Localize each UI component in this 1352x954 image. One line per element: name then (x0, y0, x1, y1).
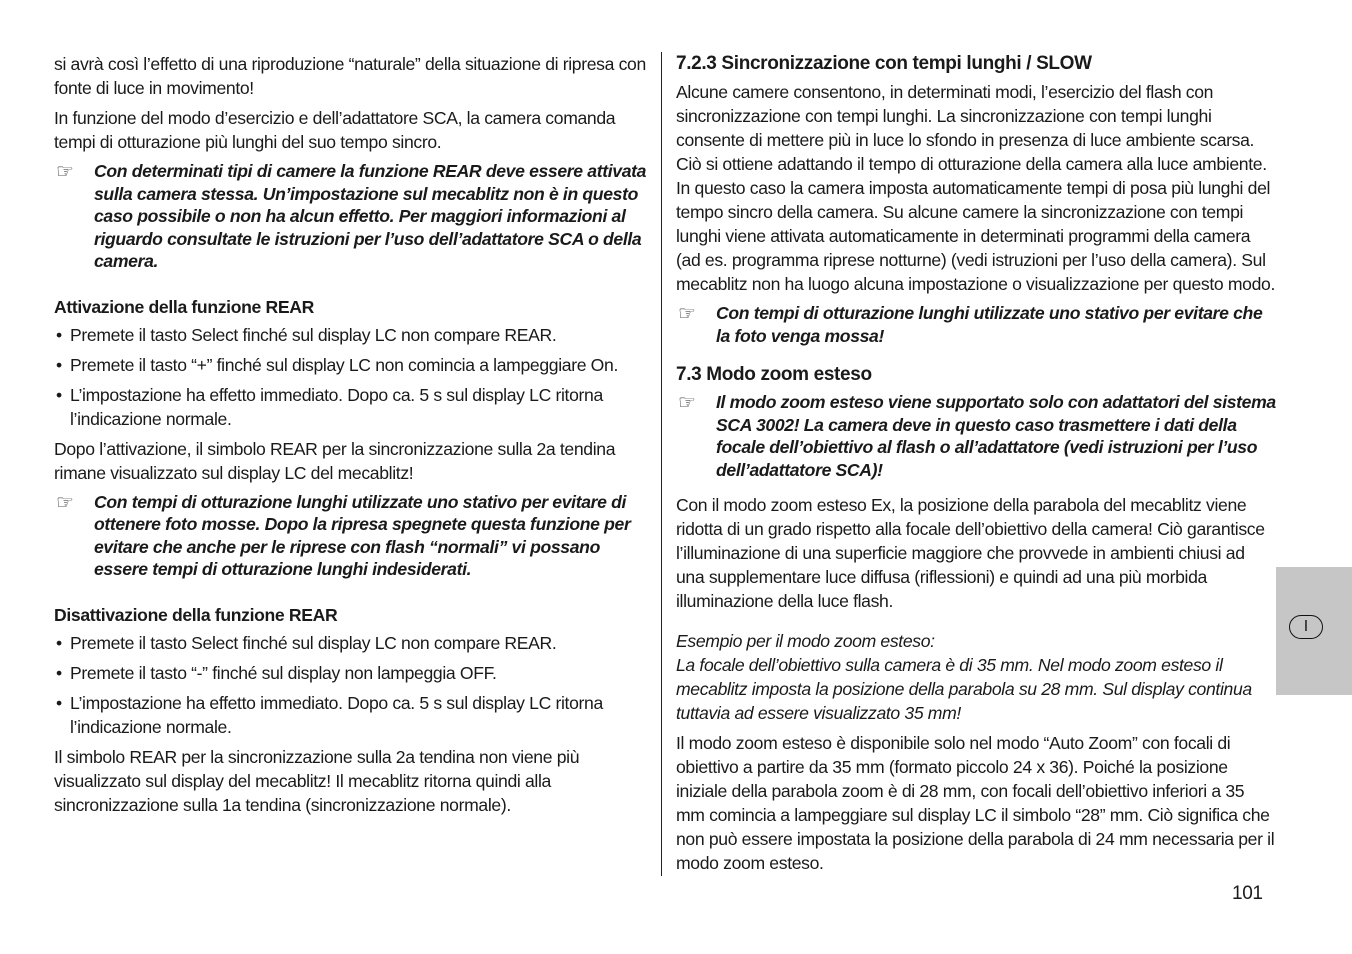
pointing-hand-icon: ☞ (678, 303, 696, 325)
right-paragraph-1: Alcune camere consentono, in determinati modi, l’esercizio del flash con sincronizzazione con tempi lunghi. La sincronizzazione con tempi lunghi consente di mettere più in luce lo sfondo in presenza di luce ambiente scarsa. Ciò si ottiene adattando il tempo di otturazione della camera alla luce ambiente. In questo caso la camera imposta automaticamente tempi di posa più lunghi del tempo sincro della camera. Su alcune camere la sincronizzazione con tempi lunghi viene attivata automaticamente in determinati programmi della camera (ad es. programma riprese notturne) (vedi istruzioni per l’uso della camera). Sul mecablitz non ha luogo alcuna impostazione o visualizzazione per questo modo. (676, 82, 1275, 294)
heading-activation: Attivazione della funzione REAR (54, 296, 314, 317)
page-number: 101 (1232, 883, 1263, 904)
heading-slow-sync: 7.2.3 Sincronizzazione con tempi lunghi / SLOW (676, 53, 1092, 74)
list-item: • Premete il tasto “-” finché sul display non lampeggia OFF. (54, 661, 654, 685)
deactivation-list (54, 631, 654, 739)
example-label: Esempio per il modo zoom esteso: (676, 631, 935, 651)
pointing-hand-icon: ☞ (56, 491, 74, 514)
example-text: La focale dell’obiettivo sulla camera è di 35 mm. Nel modo zoom esteso il mecablitz imposta la posizione della parabola su 28 mm. Sul display continua tuttavia ad essere visualizzato 35 mm! (676, 655, 1252, 723)
right-column (676, 52, 1276, 881)
note-text: Con determinati tipi di camere la funzione REAR deve essere attivata sulla camera stessa. Un’impostazione sul mecablitz non è in questo caso possibile o non ha alcun effetto. Per maggiori informazioni al riguardo consultate le istruzioni per l’uso dell’adattatore SCA o della camera. (94, 161, 647, 271)
left-paragraph-2: In funzione del modo d’esercizio e dell’adattatore SCA, la camera comanda tempi di otturazione più lunghi del suo tempo sincro. (54, 108, 616, 152)
note-slow-tripod (676, 302, 1276, 347)
note-text: Con tempi di otturazione lunghi utilizzate uno stativo per evitare che la foto venga mossa! (716, 303, 1263, 346)
pointing-hand-icon: ☞ (678, 392, 696, 414)
note-sca3002 (676, 391, 1276, 481)
column-divider (661, 52, 662, 876)
language-tab (1276, 567, 1352, 695)
right-paragraph-3: Il modo zoom esteso è disponibile solo nel modo “Auto Zoom” con focali di obiettivo a partire da 35 mm (formato piccolo 24 x 36). Poiché la posizione iniziale della parabola zoom è di 28 mm, con focali dell’obiettivo inferiori a 35 mm comincia a lampeggiare sul display LC il simbolo “28” mm. Ciò significa che non può essere impostata la posizione della parabola di 24 mm necessaria per il modo zoom esteso. (676, 733, 1275, 873)
note-camera-rear (54, 160, 654, 273)
note-tripod (54, 491, 654, 581)
left-column (54, 52, 654, 823)
note-text: Il modo zoom esteso viene supportato solo con adattatori del sistema SCA 3002! La camera deve in questo caso trasmettere i dati della focale dell’obiettivo al flash o all’adattatore (vedi istruzioni per l’uso dell’adattatore SCA)! (716, 392, 1276, 480)
left-paragraph-4: Il simbolo REAR per la sincronizzazione sulla 2a tendina non viene più visualizzato sul display del mecablitz! Il mecablitz ritorna quindi alla sincronizzazione sulla 1a tendina (sincronizzazione normale). (54, 746, 580, 815)
pointing-hand-icon: ☞ (56, 161, 74, 183)
list-item: • Premete il tasto Select finché sul display LC non compare REAR. (54, 323, 654, 347)
language-badge: I (1289, 615, 1323, 639)
heading-zoom-mode: 7.3 Modo zoom esteso (676, 364, 872, 385)
activation-list (54, 323, 654, 431)
left-paragraph-1: si avrà così l’effetto di una riproduzione “naturale” della situazione di ripresa con fonte di luce in movimento! (54, 54, 646, 98)
list-item: • L’impostazione ha effetto immediato. Dopo ca. 5 s sul display LC ritorna l’indicazione normale. (54, 383, 654, 431)
note-text: Con tempi di otturazione lunghi utilizzate uno stativo per evitare di ottenere foto mosse. Dopo la ripresa spegnete questa funzione per evitare che anche per le riprese con flash “normali” vi possano essere tempi di otturazione lunghi indesiderati. (94, 491, 631, 579)
right-paragraph-2: Con il modo zoom esteso Ex, la posizione della parabola del mecablitz viene ridotta di un grado rispetto alla focale dell’obiettivo della camera! Ciò garantisce l’illuminazione di una superficie maggiore che provvede in ambienti chiusi ad una supplementare luce diffusa (riflessioni) e quindi ad una più morbida illuminazione della luce flash. (676, 495, 1265, 611)
list-item: • L’impostazione ha effetto immediato. Dopo ca. 5 s sul display LC ritorna l’indicazione normale. (54, 691, 654, 739)
list-item: • Premete il tasto Select finché sul display LC non compare REAR. (54, 631, 654, 655)
list-item: • Premete il tasto “+” finché sul display LC non comincia a lampeggiare On. (54, 353, 654, 377)
heading-deactivation: Disattivazione della funzione REAR (54, 604, 338, 625)
left-paragraph-3: Dopo l’attivazione, il simbolo REAR per la sincronizzazione sulla 2a tendina rimane visualizzato sul display LC del mecablitz! (54, 438, 616, 483)
